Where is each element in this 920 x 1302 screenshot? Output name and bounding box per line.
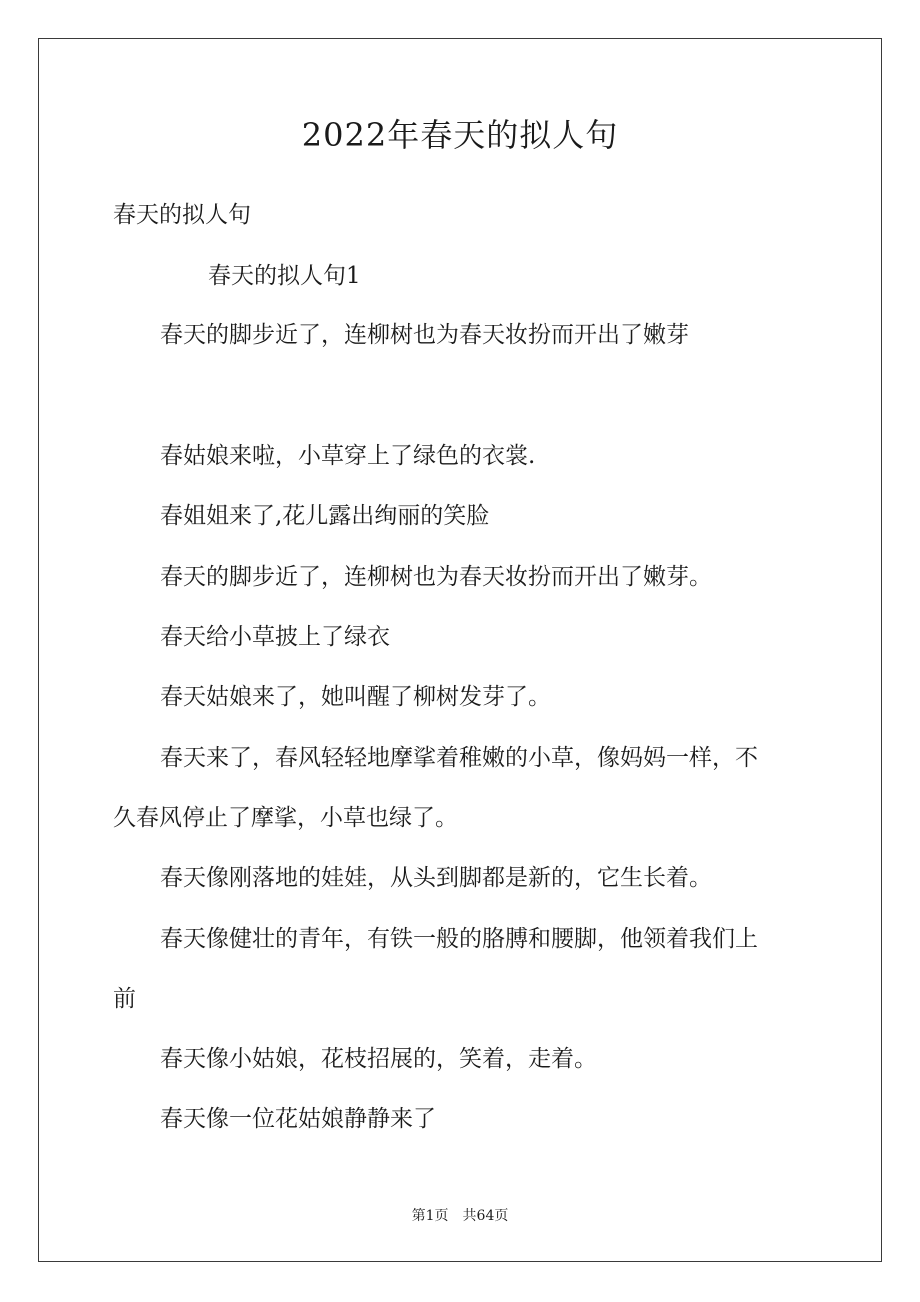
paragraph: 春天给小草披上了绿衣 (160, 624, 390, 650)
paragraph: 春姑娘来啦，小草穿上了绿色的衣裳. (160, 443, 536, 469)
paragraph: 春天来了，春风轻轻地摩挲着稚嫩的小草，像妈妈一样，不 (160, 745, 758, 771)
paragraph-continuation: 前 (113, 986, 136, 1012)
paragraph: 春姐姐来了,花儿露出绚丽的笑脸 (160, 503, 490, 529)
paragraph-continuation: 久春风停止了摩挲，小草也绿了。 (113, 805, 458, 831)
paragraph: 春天像刚落地的娃娃，从头到脚都是新的，它生长着。 (160, 865, 712, 891)
paragraph: 春天的脚步近了，连柳树也为春天妆扮而开出了嫩芽 (160, 322, 689, 348)
paragraph: 春天姑娘来了，她叫醒了柳树发芽了。 (160, 684, 551, 710)
paragraph: 春天像健壮的青年，有铁一般的胳膊和腰脚，他领着我们上 (160, 926, 758, 952)
document-title: 2022年春天的拟人句 (301, 116, 619, 154)
section-heading: 春天的拟人句1 (208, 263, 361, 289)
paragraph: 春天像小姑娘，花枝招展的，笑着，走着。 (160, 1046, 597, 1072)
paragraph: 春天的脚步近了，连柳树也为春天妆扮而开出了嫩芽。 (160, 564, 712, 590)
paragraph: 春天像一位花姑娘静静来了 (160, 1106, 436, 1132)
subtitle: 春天的拟人句 (113, 202, 251, 228)
page-footer: 第1页 共64页 (411, 1208, 509, 1224)
